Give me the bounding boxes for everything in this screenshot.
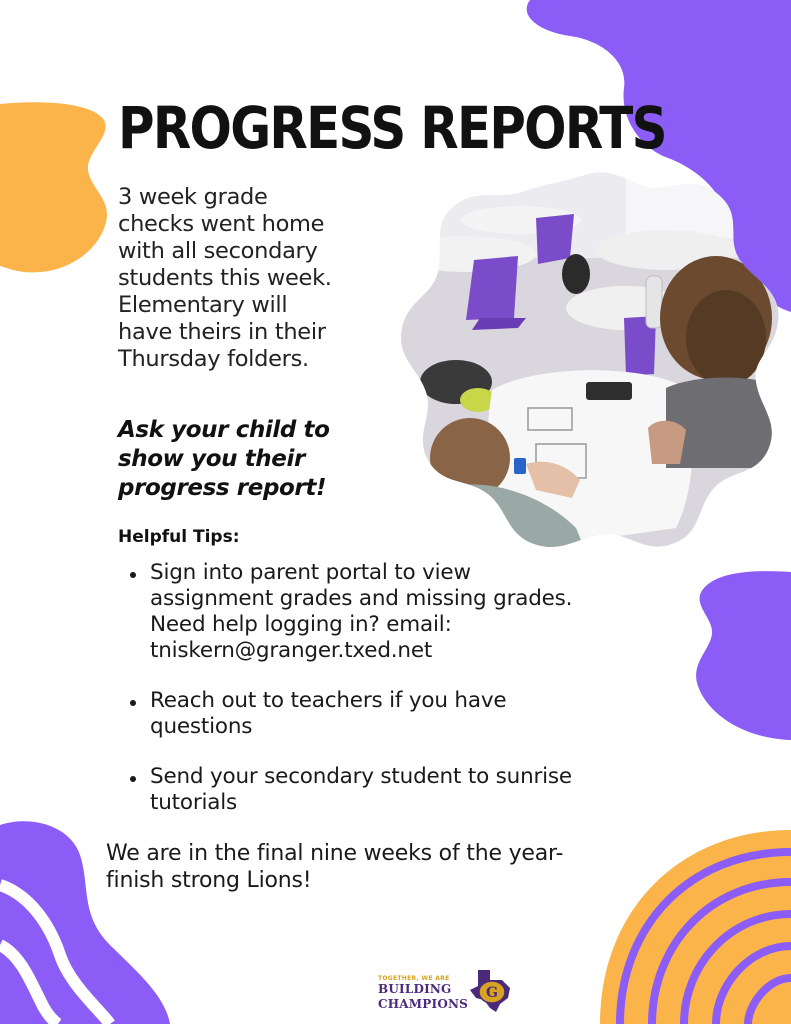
tip-item	[128, 560, 688, 664]
classroom-photo-icon	[396, 168, 782, 552]
tip-line: Reach out to teachers if you have	[150, 688, 507, 713]
tip-line: Send your secondary student to sunrise	[150, 764, 572, 789]
tips-list	[128, 560, 688, 840]
call-to-action-line: show you their	[118, 446, 305, 472]
intro-line: with all secondary	[118, 238, 318, 264]
tip-item	[128, 688, 688, 740]
closing-line: We are in the final nine weeks of the year-	[106, 841, 564, 866]
intro-line: Elementary will	[118, 292, 288, 318]
intro-line: 3 week grade	[118, 184, 268, 210]
tip-line: questions	[150, 714, 253, 739]
tip-line: Need help logging in? email:	[150, 612, 452, 637]
texas-g-emblem-icon	[468, 968, 512, 1014]
closing-message	[106, 840, 666, 894]
building-champions-logo	[376, 966, 516, 1016]
intro-paragraph	[118, 184, 408, 373]
call-to-action	[118, 416, 418, 503]
page-title: PROGRESS REPORTS	[118, 94, 666, 162]
intro-line: Thursday folders.	[118, 346, 309, 372]
orange-blob-left	[0, 100, 112, 274]
tip-line: assignment grades and missing grades.	[150, 586, 573, 611]
tip-line: Sign into parent portal to view	[150, 560, 471, 585]
purple-blob-right	[690, 570, 791, 742]
tips-heading: Helpful Tips:	[118, 527, 240, 547]
logo-line-building: BUILDING	[378, 982, 452, 996]
tip-line: tutorials	[150, 790, 238, 815]
intro-line: students this week.	[118, 265, 332, 291]
closing-line: finish strong Lions!	[106, 868, 312, 893]
tip-email-link[interactable]: tniskern@granger.txed.net	[150, 638, 433, 663]
logo-line-champions: CHAMPIONS	[378, 997, 469, 1011]
tip-item	[128, 764, 688, 816]
call-to-action-line: progress report!	[118, 475, 327, 501]
logo-mark: G	[486, 985, 498, 1001]
intro-line: checks went home	[118, 211, 325, 237]
call-to-action-line: Ask your child to	[118, 417, 330, 443]
intro-line: have theirs in their	[118, 319, 326, 345]
logo-tagline: TOGETHER, WE ARE	[378, 975, 450, 982]
